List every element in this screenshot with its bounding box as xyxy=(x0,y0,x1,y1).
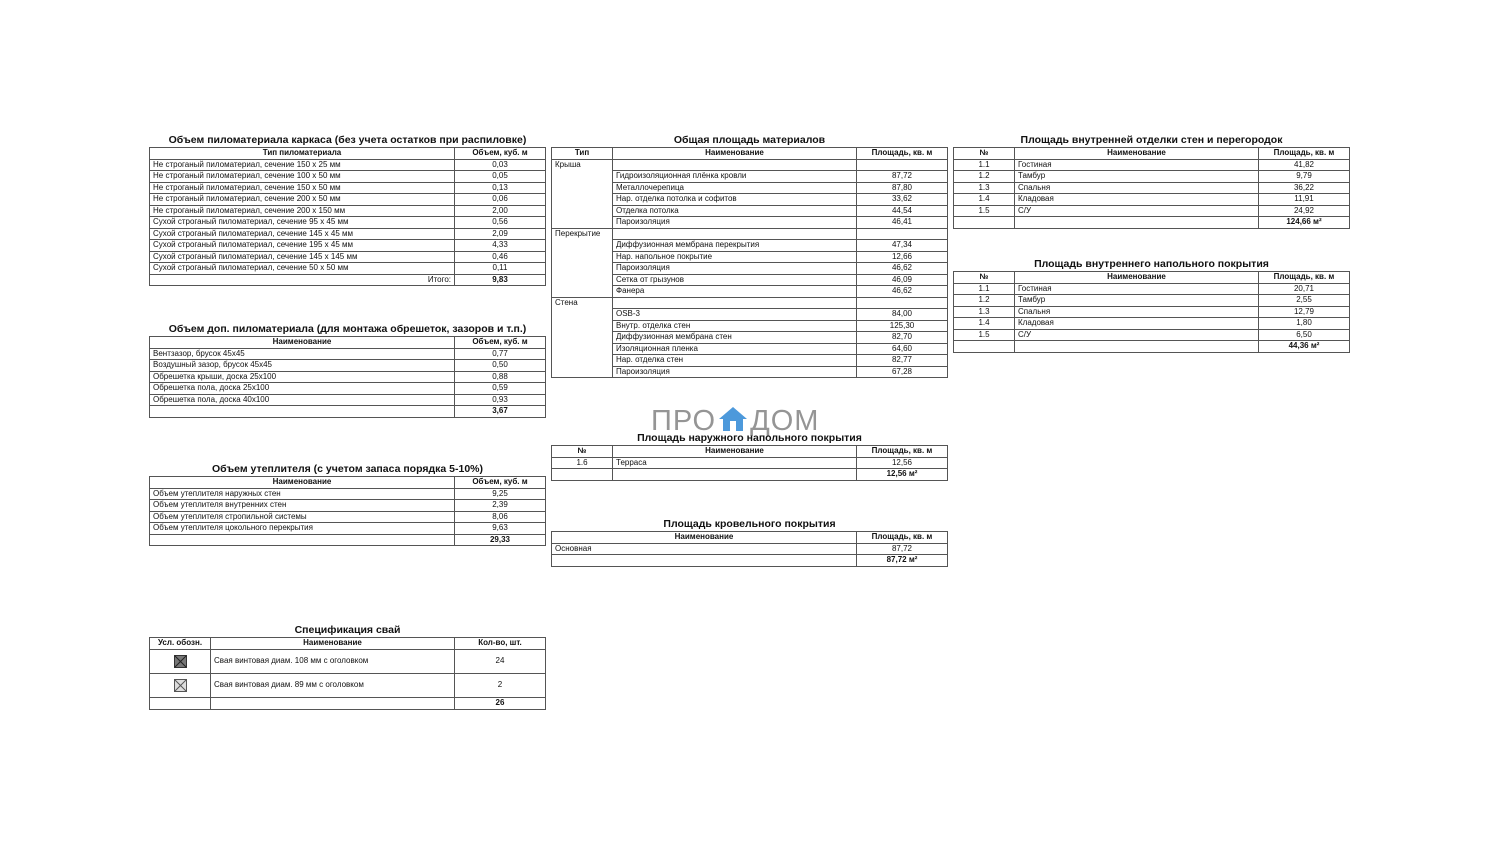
table-row xyxy=(954,329,1350,341)
col-header: Наименование xyxy=(613,148,857,160)
extra-lumber-title: Объем доп. пиломатериала (для монтажа обрешеток, зазоров и т.п.) xyxy=(168,323,527,335)
col-header: Объем, куб. м xyxy=(455,148,546,160)
walls-table xyxy=(953,147,1350,229)
cell-num: 1.3 xyxy=(954,182,1015,194)
cell-num: 1.4 xyxy=(954,194,1015,206)
col-header: Кол-во, шт. xyxy=(455,638,546,650)
col-header: Тип пиломатериала xyxy=(150,148,455,160)
cell-name: Сухой строганый пиломатериал, сечение 95 х 45 мм xyxy=(150,217,455,229)
cell-value: 0,05 xyxy=(455,171,546,183)
table-row xyxy=(150,182,546,194)
cell-value: 9,79 xyxy=(1259,171,1350,183)
roofing-section xyxy=(551,517,948,567)
table-row xyxy=(150,171,546,183)
table-row xyxy=(150,394,546,406)
total-value: 124,66 м² xyxy=(1259,217,1350,229)
cell-name: Сухой строганый пиломатериал, сечение 50 х 50 мм xyxy=(150,263,455,275)
cell-value: 8,06 xyxy=(455,511,546,523)
cell-value: 46,41 xyxy=(857,217,948,229)
cell-value: 67,28 xyxy=(857,366,948,378)
cell-value: 82,77 xyxy=(857,355,948,367)
table-row xyxy=(150,523,546,535)
table-row xyxy=(150,360,546,372)
insulation-section xyxy=(149,462,546,546)
cell-value: 0,13 xyxy=(455,182,546,194)
empty-cell xyxy=(1015,217,1259,229)
col-header: Наименование xyxy=(150,477,455,489)
cell-value: 6,50 xyxy=(1259,329,1350,341)
cell-name: Объем утеплителя цокольного перекрытия xyxy=(150,523,455,535)
pile-count: 2 xyxy=(455,673,546,697)
floor-rows xyxy=(954,283,1350,341)
empty-cell xyxy=(150,406,455,418)
cell-num: 1.2 xyxy=(954,171,1015,183)
cell-value: 84,00 xyxy=(857,309,948,321)
cell-num: 1.6 xyxy=(552,457,613,469)
cell-value: 64,60 xyxy=(857,343,948,355)
materials-section xyxy=(551,133,948,378)
empty-cell xyxy=(211,697,455,709)
col-header: № xyxy=(954,272,1015,284)
empty-cell xyxy=(150,534,455,546)
empty-cell xyxy=(552,555,857,567)
cell-name: Тамбур xyxy=(1015,171,1259,183)
cell-value: 87,72 xyxy=(857,543,948,555)
cell-num: 1.1 xyxy=(954,283,1015,295)
group-type: Крыша xyxy=(552,159,613,228)
cell-name: С/У xyxy=(1015,205,1259,217)
cell-value: 44,54 xyxy=(857,205,948,217)
cell-name: Кладовая xyxy=(1015,318,1259,330)
walls-section xyxy=(953,133,1350,229)
table-row xyxy=(150,159,546,171)
house-logo-icon xyxy=(718,406,748,432)
total-value: 12,56 м² xyxy=(857,469,948,481)
cell-name: Сухой строганый пиломатериал, сечение 195 х 45 мм xyxy=(150,240,455,252)
cell-value: 0,50 xyxy=(455,360,546,372)
col-header: Наименование xyxy=(1015,272,1259,284)
table-row xyxy=(150,697,546,709)
col-header: Площадь, кв. м xyxy=(857,148,948,160)
cell-value: 9,63 xyxy=(455,523,546,535)
table-row xyxy=(150,217,546,229)
cell-value: 0,93 xyxy=(455,394,546,406)
empty-cell xyxy=(954,217,1015,229)
total-value: 44,36 м² xyxy=(1259,341,1350,353)
piles-section xyxy=(149,623,546,710)
lumber-table xyxy=(149,147,546,286)
cell-name: Тамбур xyxy=(1015,295,1259,307)
col-header: Тип xyxy=(552,148,613,160)
empty-cell xyxy=(857,297,948,309)
table-row xyxy=(954,159,1350,171)
table-row xyxy=(954,295,1350,307)
lumber-section xyxy=(149,133,546,286)
cell-name: Изоляционная пленка xyxy=(613,343,857,355)
empty-cell xyxy=(954,341,1015,353)
floor-section xyxy=(953,257,1350,353)
cell-value: 125,30 xyxy=(857,320,948,332)
cell-name: Обрешетка крыши, доска 25х100 xyxy=(150,371,455,383)
table-row xyxy=(954,318,1350,330)
cell-value: 0,56 xyxy=(455,217,546,229)
cell-name: Отделка потолка xyxy=(613,205,857,217)
table-row xyxy=(150,240,546,252)
col-header: Объем, куб. м xyxy=(455,477,546,489)
cell-name: Объем утеплителя стропильной системы xyxy=(150,511,455,523)
cell-name: Диффузионная мембрана перекрытия xyxy=(613,240,857,252)
col-header: Объем, куб. м xyxy=(455,337,546,349)
cell-name: Гостиная xyxy=(1015,283,1259,295)
cell-value: 2,09 xyxy=(455,228,546,240)
cell-value: 9,25 xyxy=(455,488,546,500)
cell-num: 1.5 xyxy=(954,329,1015,341)
cell-value: 0,11 xyxy=(455,263,546,275)
cell-value: 41,82 xyxy=(1259,159,1350,171)
table-row xyxy=(954,306,1350,318)
roofing-rows xyxy=(552,543,948,555)
table-row xyxy=(150,649,546,673)
cell-value: 82,70 xyxy=(857,332,948,344)
cell-num: 1.2 xyxy=(954,295,1015,307)
cell-num: 1.5 xyxy=(954,205,1015,217)
empty-cell xyxy=(857,159,948,171)
total-value: 26 xyxy=(455,697,546,709)
empty-cell xyxy=(613,228,857,240)
cell-value: 11,91 xyxy=(1259,194,1350,206)
cell-value: 2,00 xyxy=(455,205,546,217)
cell-name: Терраса xyxy=(613,457,857,469)
cell-name: Внутр. отделка стен xyxy=(613,320,857,332)
cell-value: 12,56 xyxy=(857,457,948,469)
cell-name: Воздушный зазор, брусок 45х45 xyxy=(150,360,455,372)
piles-title: Спецификация свай xyxy=(294,624,401,636)
cell-value: 4,33 xyxy=(455,240,546,252)
group-row xyxy=(552,297,948,309)
pile-89-symbol-icon xyxy=(174,679,187,692)
col-header: Наименование xyxy=(1015,148,1259,160)
cell-name: OSB-3 xyxy=(613,309,857,321)
total-label: Итого: xyxy=(150,274,455,286)
cell-value: 87,72 xyxy=(857,171,948,183)
cell-name: Нар. отделка стен xyxy=(613,355,857,367)
cell-name: Не строганый пиломатериал, сечение 150 х 50 мм xyxy=(150,182,455,194)
pile-name: Свая винтовая диам. 108 мм с оголовком xyxy=(211,649,455,673)
table-row xyxy=(150,673,546,697)
cell-value: 0,46 xyxy=(455,251,546,263)
cell-value: 12,79 xyxy=(1259,306,1350,318)
logo-text-right: ДОМ xyxy=(750,405,820,437)
cell-num: 1.1 xyxy=(954,159,1015,171)
extra-lumber-table xyxy=(149,336,546,418)
cell-name: Пароизоляция xyxy=(613,263,857,275)
table-row xyxy=(954,171,1350,183)
roofing-table xyxy=(551,531,948,567)
col-header: Наименование xyxy=(150,337,455,349)
cell-name: Гостиная xyxy=(1015,159,1259,171)
table-row xyxy=(954,205,1350,217)
cell-name: Пароизоляция xyxy=(613,217,857,229)
col-header: № xyxy=(552,446,613,458)
group-row xyxy=(552,228,948,240)
cell-num: 1.3 xyxy=(954,306,1015,318)
cell-value: 87,80 xyxy=(857,182,948,194)
pile-name: Свая винтовая диам. 89 мм с оголовком xyxy=(211,673,455,697)
cell-num: 1.4 xyxy=(954,318,1015,330)
cell-name: Не строганый пиломатериал, сечение 200 х 50 мм xyxy=(150,194,455,206)
extra-lumber-section xyxy=(149,322,546,418)
table-row xyxy=(150,263,546,275)
floor-title: Площадь внутреннего напольного покрытия xyxy=(1034,258,1269,270)
col-header: Площадь, кв. м xyxy=(857,446,948,458)
outdoor-floor-table xyxy=(551,445,948,481)
cell-name: Нар. напольное покрытие xyxy=(613,251,857,263)
table-row xyxy=(150,194,546,206)
empty-cell xyxy=(613,159,857,171)
pile-symbol-cell xyxy=(150,649,211,673)
cell-value: 46,09 xyxy=(857,274,948,286)
cell-name: Диффузионная мембрана стен xyxy=(613,332,857,344)
pile-108-symbol-icon xyxy=(174,655,187,668)
cell-value: 20,71 xyxy=(1259,283,1350,295)
empty-cell xyxy=(150,697,211,709)
cell-name: Объем утеплителя внутренних стен xyxy=(150,500,455,512)
cell-value: 33,62 xyxy=(857,194,948,206)
empty-cell xyxy=(613,469,857,481)
col-header: Усл. обозн. xyxy=(150,638,211,650)
walls-rows xyxy=(954,159,1350,217)
cell-name: Спальня xyxy=(1015,306,1259,318)
cell-name: Не строганый пиломатериал, сечение 150 х 25 мм xyxy=(150,159,455,171)
empty-cell xyxy=(857,228,948,240)
table-row xyxy=(552,457,948,469)
outdoor-floor-rows xyxy=(552,457,948,469)
total-value: 87,72 м² xyxy=(857,555,948,567)
cell-value: 47,34 xyxy=(857,240,948,252)
cell-value: 2,39 xyxy=(455,500,546,512)
cell-value: 12,66 xyxy=(857,251,948,263)
insulation-rows xyxy=(150,488,546,534)
cell-name: Нар. отделка потолка и софитов xyxy=(613,194,857,206)
roofing-title: Площадь кровельного покрытия xyxy=(663,518,836,530)
cell-name: Объем утеплителя наружных стен xyxy=(150,488,455,500)
table-row xyxy=(150,383,546,395)
cell-name: Сетка от грызунов xyxy=(613,274,857,286)
materials-table xyxy=(551,147,948,378)
table-row xyxy=(150,500,546,512)
pile-count: 24 xyxy=(455,649,546,673)
cell-name: Не строганый пиломатериал, сечение 200 х 150 мм xyxy=(150,205,455,217)
cell-value: 0,59 xyxy=(455,383,546,395)
table-row xyxy=(150,205,546,217)
col-header: № xyxy=(954,148,1015,160)
total-value: 9,83 xyxy=(455,274,546,286)
group-type: Перекрытие xyxy=(552,228,613,297)
col-header: Площадь, кв. м xyxy=(1259,148,1350,160)
cell-value: 0,77 xyxy=(455,348,546,360)
empty-cell xyxy=(613,297,857,309)
cell-name: Обрешетка пола, доска 40х100 xyxy=(150,394,455,406)
group-type: Стена xyxy=(552,297,613,378)
cell-name: Вентзазор, брусок 45х45 xyxy=(150,348,455,360)
cell-value: 46,62 xyxy=(857,286,948,298)
table-row xyxy=(954,182,1350,194)
logo-text-left: ПРО xyxy=(651,405,717,437)
materials-rows xyxy=(552,159,948,378)
total-value: 29,33 xyxy=(455,534,546,546)
table-row xyxy=(954,194,1350,206)
cell-name: С/У xyxy=(1015,329,1259,341)
cell-value: 0,88 xyxy=(455,371,546,383)
pile-symbol-cell xyxy=(150,673,211,697)
cell-value: 36,22 xyxy=(1259,182,1350,194)
cell-name: Кладовая xyxy=(1015,194,1259,206)
col-header: Наименование xyxy=(552,532,857,544)
materials-title: Общая площадь материалов xyxy=(673,134,826,146)
cell-name: Не строганый пиломатериал, сечение 100 х 50 мм xyxy=(150,171,455,183)
cell-value: 24,92 xyxy=(1259,205,1350,217)
table-row xyxy=(552,543,948,555)
lumber-title: Объем пиломатериала каркаса (без учета остатков при распиловке) xyxy=(168,134,527,146)
insulation-table xyxy=(149,476,546,546)
group-row xyxy=(552,159,948,171)
empty-cell xyxy=(1015,341,1259,353)
table-row xyxy=(150,348,546,360)
cell-value: 0,06 xyxy=(455,194,546,206)
cell-name: Спальня xyxy=(1015,182,1259,194)
empty-cell xyxy=(552,469,613,481)
col-header: Наименование xyxy=(613,446,857,458)
outdoor-floor-title: Площадь наружного напольного покрытия xyxy=(637,432,862,444)
table-row xyxy=(150,488,546,500)
outdoor-floor-section xyxy=(551,431,948,481)
walls-title: Площадь внутренней отделки стен и перегородок xyxy=(1020,134,1283,146)
cell-value: 1,80 xyxy=(1259,318,1350,330)
cell-name: Основная xyxy=(552,543,857,555)
col-header: Площадь, кв. м xyxy=(857,532,948,544)
table-row xyxy=(150,511,546,523)
piles-table xyxy=(149,637,546,710)
col-header: Наименование xyxy=(211,638,455,650)
extra-lumber-rows xyxy=(150,348,546,406)
table-row xyxy=(954,283,1350,295)
cell-name: Металлочерепица xyxy=(613,182,857,194)
table-row xyxy=(150,251,546,263)
lumber-rows xyxy=(150,159,546,274)
col-header: Площадь, кв. м xyxy=(1259,272,1350,284)
cell-name: Сухой строганый пиломатериал, сечение 145 х 45 мм xyxy=(150,228,455,240)
table-row xyxy=(150,228,546,240)
cell-value: 46,62 xyxy=(857,263,948,275)
cell-name: Обрешетка пола, доска 25х100 xyxy=(150,383,455,395)
cell-value: 0,03 xyxy=(455,159,546,171)
cell-name: Сухой строганый пиломатериал, сечение 145 х 145 мм xyxy=(150,251,455,263)
table-row xyxy=(150,371,546,383)
cell-value: 2,55 xyxy=(1259,295,1350,307)
insulation-title: Объем утеплителя (с учетом запаса порядка 5-10%) xyxy=(211,463,484,475)
total-value: 3,67 xyxy=(455,406,546,418)
floor-table xyxy=(953,271,1350,353)
cell-name: Фанера xyxy=(613,286,857,298)
cell-name: Пароизоляция xyxy=(613,366,857,378)
cell-name: Гидроизоляционная плёнка кровли xyxy=(613,171,857,183)
